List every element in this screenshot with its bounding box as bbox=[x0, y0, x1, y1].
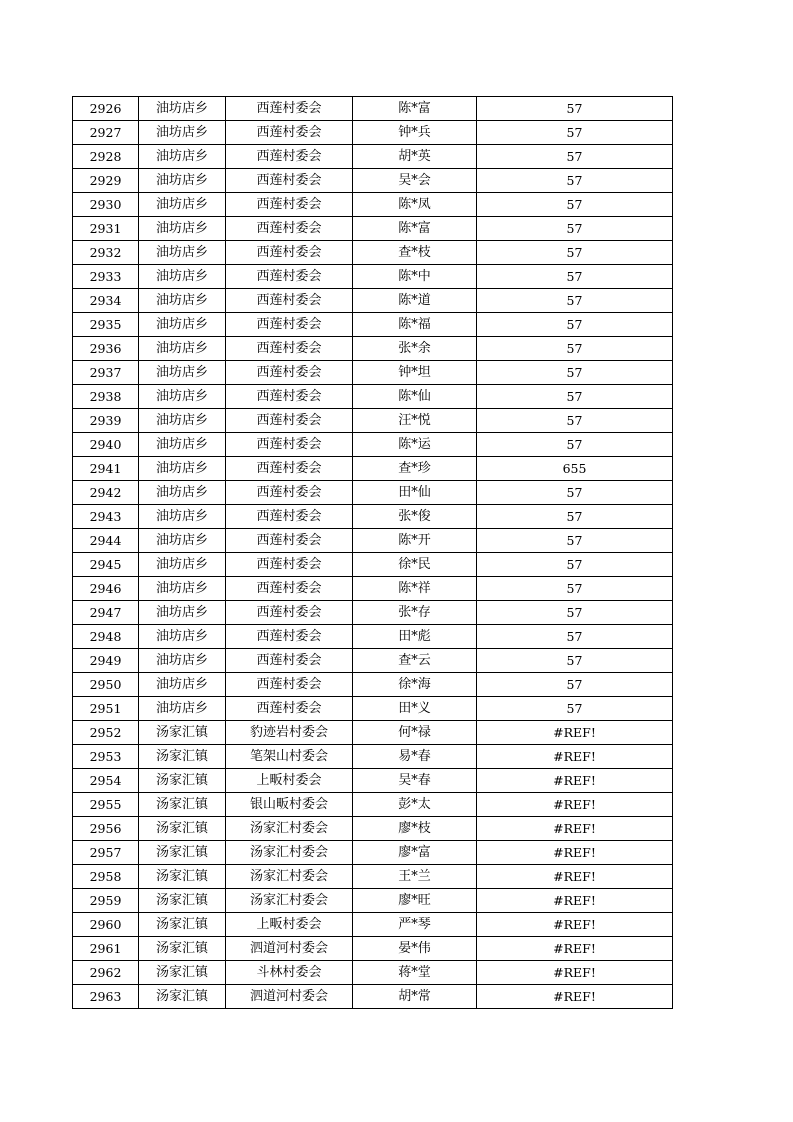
table-row bbox=[73, 769, 673, 793]
amount-cell: 57 bbox=[477, 529, 673, 553]
town-cell: 油坊店乡 bbox=[139, 289, 226, 313]
village-cell: 西莲村委会 bbox=[226, 553, 353, 577]
town-cell: 汤家汇镇 bbox=[139, 769, 226, 793]
town-cell: 油坊店乡 bbox=[139, 193, 226, 217]
row-number-cell: 2949 bbox=[73, 649, 139, 673]
town-cell: 油坊店乡 bbox=[139, 409, 226, 433]
name-cell: 王*兰 bbox=[353, 865, 477, 889]
amount-cell: 57 bbox=[477, 265, 673, 289]
village-cell: 西莲村委会 bbox=[226, 457, 353, 481]
row-number-cell: 2930 bbox=[73, 193, 139, 217]
amount-cell: #REF! bbox=[477, 937, 673, 961]
name-cell: 吴*会 bbox=[353, 169, 477, 193]
amount-cell: 57 bbox=[477, 241, 673, 265]
town-cell: 油坊店乡 bbox=[139, 169, 226, 193]
village-cell: 西莲村委会 bbox=[226, 337, 353, 361]
table-row bbox=[73, 145, 673, 169]
village-cell: 西莲村委会 bbox=[226, 673, 353, 697]
town-cell: 油坊店乡 bbox=[139, 481, 226, 505]
amount-cell: 57 bbox=[477, 553, 673, 577]
amount-cell: 57 bbox=[477, 577, 673, 601]
name-cell: 田*仙 bbox=[353, 481, 477, 505]
amount-cell: #REF! bbox=[477, 793, 673, 817]
town-cell: 汤家汇镇 bbox=[139, 793, 226, 817]
amount-cell: 57 bbox=[477, 169, 673, 193]
row-number-cell: 2938 bbox=[73, 385, 139, 409]
table-row bbox=[73, 961, 673, 985]
village-cell: 西莲村委会 bbox=[226, 97, 353, 121]
row-number-cell: 2953 bbox=[73, 745, 139, 769]
town-cell: 油坊店乡 bbox=[139, 673, 226, 697]
table-row bbox=[73, 697, 673, 721]
town-cell: 油坊店乡 bbox=[139, 217, 226, 241]
table-row bbox=[73, 985, 673, 1009]
village-cell: 汤家汇村委会 bbox=[226, 817, 353, 841]
row-number-cell: 2934 bbox=[73, 289, 139, 313]
table-row bbox=[73, 937, 673, 961]
table-row bbox=[73, 553, 673, 577]
table-row bbox=[73, 673, 673, 697]
name-cell: 查*珍 bbox=[353, 457, 477, 481]
table-row bbox=[73, 889, 673, 913]
amount-cell: 57 bbox=[477, 121, 673, 145]
amount-cell: #REF! bbox=[477, 985, 673, 1009]
village-cell: 上畈村委会 bbox=[226, 913, 353, 937]
row-number-cell: 2948 bbox=[73, 625, 139, 649]
village-cell: 汤家汇村委会 bbox=[226, 889, 353, 913]
village-cell: 西莲村委会 bbox=[226, 193, 353, 217]
row-number-cell: 2929 bbox=[73, 169, 139, 193]
name-cell: 张*余 bbox=[353, 337, 477, 361]
amount-cell: #REF! bbox=[477, 961, 673, 985]
row-number-cell: 2928 bbox=[73, 145, 139, 169]
town-cell: 油坊店乡 bbox=[139, 313, 226, 337]
table-row bbox=[73, 601, 673, 625]
row-number-cell: 2926 bbox=[73, 97, 139, 121]
village-cell: 西莲村委会 bbox=[226, 313, 353, 337]
name-cell: 徐*民 bbox=[353, 553, 477, 577]
amount-cell: #REF! bbox=[477, 889, 673, 913]
row-number-cell: 2932 bbox=[73, 241, 139, 265]
town-cell: 油坊店乡 bbox=[139, 337, 226, 361]
table-row bbox=[73, 817, 673, 841]
row-number-cell: 2947 bbox=[73, 601, 139, 625]
amount-cell: #REF! bbox=[477, 769, 673, 793]
name-cell: 晏*伟 bbox=[353, 937, 477, 961]
amount-cell: 57 bbox=[477, 337, 673, 361]
row-number-cell: 2954 bbox=[73, 769, 139, 793]
name-cell: 易*春 bbox=[353, 745, 477, 769]
name-cell: 陈*开 bbox=[353, 529, 477, 553]
name-cell: 陈*道 bbox=[353, 289, 477, 313]
table-row bbox=[73, 409, 673, 433]
town-cell: 汤家汇镇 bbox=[139, 985, 226, 1009]
amount-cell: 57 bbox=[477, 625, 673, 649]
table-row bbox=[73, 217, 673, 241]
row-number-cell: 2945 bbox=[73, 553, 139, 577]
name-cell: 陈*祥 bbox=[353, 577, 477, 601]
amount-cell: #REF! bbox=[477, 841, 673, 865]
table-row bbox=[73, 289, 673, 313]
row-number-cell: 2957 bbox=[73, 841, 139, 865]
table-row bbox=[73, 625, 673, 649]
row-number-cell: 2933 bbox=[73, 265, 139, 289]
name-cell: 彭*太 bbox=[353, 793, 477, 817]
village-cell: 西莲村委会 bbox=[226, 289, 353, 313]
town-cell: 汤家汇镇 bbox=[139, 721, 226, 745]
amount-cell: #REF! bbox=[477, 817, 673, 841]
village-cell: 西莲村委会 bbox=[226, 625, 353, 649]
table-row bbox=[73, 361, 673, 385]
row-number-cell: 2955 bbox=[73, 793, 139, 817]
village-cell: 西莲村委会 bbox=[226, 649, 353, 673]
village-cell: 西莲村委会 bbox=[226, 169, 353, 193]
village-cell: 泗道河村委会 bbox=[226, 985, 353, 1009]
village-cell: 汤家汇村委会 bbox=[226, 865, 353, 889]
town-cell: 油坊店乡 bbox=[139, 697, 226, 721]
town-cell: 汤家汇镇 bbox=[139, 745, 226, 769]
town-cell: 油坊店乡 bbox=[139, 577, 226, 601]
row-number-cell: 2958 bbox=[73, 865, 139, 889]
town-cell: 油坊店乡 bbox=[139, 361, 226, 385]
town-cell: 油坊店乡 bbox=[139, 649, 226, 673]
name-cell: 陈*中 bbox=[353, 265, 477, 289]
row-number-cell: 2962 bbox=[73, 961, 139, 985]
amount-cell: 57 bbox=[477, 697, 673, 721]
row-number-cell: 2963 bbox=[73, 985, 139, 1009]
table-row bbox=[73, 865, 673, 889]
amount-cell: 57 bbox=[477, 193, 673, 217]
amount-cell: 57 bbox=[477, 409, 673, 433]
name-cell: 陈*仙 bbox=[353, 385, 477, 409]
name-cell: 陈*福 bbox=[353, 313, 477, 337]
amount-cell: 57 bbox=[477, 433, 673, 457]
table-row bbox=[73, 193, 673, 217]
name-cell: 查*云 bbox=[353, 649, 477, 673]
village-cell: 汤家汇村委会 bbox=[226, 841, 353, 865]
village-cell: 银山畈村委会 bbox=[226, 793, 353, 817]
amount-cell: 57 bbox=[477, 289, 673, 313]
name-cell: 钟*坦 bbox=[353, 361, 477, 385]
table-body bbox=[73, 97, 673, 1009]
name-cell: 吴*春 bbox=[353, 769, 477, 793]
village-cell: 西莲村委会 bbox=[226, 697, 353, 721]
town-cell: 油坊店乡 bbox=[139, 553, 226, 577]
name-cell: 胡*英 bbox=[353, 145, 477, 169]
name-cell: 何*禄 bbox=[353, 721, 477, 745]
village-cell: 西莲村委会 bbox=[226, 145, 353, 169]
row-number-cell: 2943 bbox=[73, 505, 139, 529]
name-cell: 张*俊 bbox=[353, 505, 477, 529]
name-cell: 严*琴 bbox=[353, 913, 477, 937]
village-cell: 西莲村委会 bbox=[226, 121, 353, 145]
name-cell: 查*枝 bbox=[353, 241, 477, 265]
row-number-cell: 2942 bbox=[73, 481, 139, 505]
name-cell: 蒋*堂 bbox=[353, 961, 477, 985]
village-cell: 西莲村委会 bbox=[226, 241, 353, 265]
table-row bbox=[73, 313, 673, 337]
village-cell: 笔架山村委会 bbox=[226, 745, 353, 769]
data-table bbox=[72, 96, 673, 1009]
row-number-cell: 2941 bbox=[73, 457, 139, 481]
table-row bbox=[73, 913, 673, 937]
name-cell: 廖*枝 bbox=[353, 817, 477, 841]
row-number-cell: 2931 bbox=[73, 217, 139, 241]
table-row bbox=[73, 505, 673, 529]
name-cell: 廖*旺 bbox=[353, 889, 477, 913]
name-cell: 陈*富 bbox=[353, 97, 477, 121]
amount-cell: 57 bbox=[477, 481, 673, 505]
amount-cell: 57 bbox=[477, 97, 673, 121]
row-number-cell: 2946 bbox=[73, 577, 139, 601]
table-row bbox=[73, 721, 673, 745]
village-cell: 西莲村委会 bbox=[226, 217, 353, 241]
table-row bbox=[73, 577, 673, 601]
village-cell: 西莲村委会 bbox=[226, 361, 353, 385]
name-cell: 张*存 bbox=[353, 601, 477, 625]
name-cell: 胡*常 bbox=[353, 985, 477, 1009]
table-row bbox=[73, 649, 673, 673]
amount-cell: #REF! bbox=[477, 913, 673, 937]
row-number-cell: 2939 bbox=[73, 409, 139, 433]
row-number-cell: 2950 bbox=[73, 673, 139, 697]
town-cell: 汤家汇镇 bbox=[139, 841, 226, 865]
town-cell: 油坊店乡 bbox=[139, 145, 226, 169]
amount-cell: 57 bbox=[477, 145, 673, 169]
town-cell: 汤家汇镇 bbox=[139, 961, 226, 985]
table-row bbox=[73, 169, 673, 193]
row-number-cell: 2961 bbox=[73, 937, 139, 961]
name-cell: 田*义 bbox=[353, 697, 477, 721]
name-cell: 田*彪 bbox=[353, 625, 477, 649]
village-cell: 泗道河村委会 bbox=[226, 937, 353, 961]
row-number-cell: 2951 bbox=[73, 697, 139, 721]
name-cell: 陈*运 bbox=[353, 433, 477, 457]
town-cell: 油坊店乡 bbox=[139, 529, 226, 553]
village-cell: 斗林村委会 bbox=[226, 961, 353, 985]
village-cell: 西莲村委会 bbox=[226, 601, 353, 625]
amount-cell: #REF! bbox=[477, 721, 673, 745]
town-cell: 汤家汇镇 bbox=[139, 817, 226, 841]
town-cell: 油坊店乡 bbox=[139, 601, 226, 625]
village-cell: 西莲村委会 bbox=[226, 433, 353, 457]
table-row bbox=[73, 121, 673, 145]
amount-cell: 57 bbox=[477, 673, 673, 697]
town-cell: 油坊店乡 bbox=[139, 457, 226, 481]
amount-cell: #REF! bbox=[477, 745, 673, 769]
table-row bbox=[73, 241, 673, 265]
table-row bbox=[73, 841, 673, 865]
name-cell: 廖*富 bbox=[353, 841, 477, 865]
town-cell: 汤家汇镇 bbox=[139, 865, 226, 889]
table-row bbox=[73, 433, 673, 457]
town-cell: 油坊店乡 bbox=[139, 385, 226, 409]
village-cell: 西莲村委会 bbox=[226, 481, 353, 505]
town-cell: 油坊店乡 bbox=[139, 97, 226, 121]
table-row bbox=[73, 265, 673, 289]
row-number-cell: 2937 bbox=[73, 361, 139, 385]
name-cell: 徐*海 bbox=[353, 673, 477, 697]
village-cell: 豹迹岩村委会 bbox=[226, 721, 353, 745]
amount-cell: 57 bbox=[477, 361, 673, 385]
table-row bbox=[73, 481, 673, 505]
name-cell: 陈*凤 bbox=[353, 193, 477, 217]
amount-cell: #REF! bbox=[477, 865, 673, 889]
row-number-cell: 2944 bbox=[73, 529, 139, 553]
village-cell: 西莲村委会 bbox=[226, 409, 353, 433]
row-number-cell: 2960 bbox=[73, 913, 139, 937]
town-cell: 油坊店乡 bbox=[139, 433, 226, 457]
amount-cell: 57 bbox=[477, 313, 673, 337]
amount-cell: 655 bbox=[477, 457, 673, 481]
table-row bbox=[73, 385, 673, 409]
amount-cell: 57 bbox=[477, 601, 673, 625]
row-number-cell: 2936 bbox=[73, 337, 139, 361]
town-cell: 油坊店乡 bbox=[139, 265, 226, 289]
town-cell: 油坊店乡 bbox=[139, 241, 226, 265]
row-number-cell: 2956 bbox=[73, 817, 139, 841]
table-row bbox=[73, 793, 673, 817]
town-cell: 油坊店乡 bbox=[139, 625, 226, 649]
amount-cell: 57 bbox=[477, 385, 673, 409]
town-cell: 汤家汇镇 bbox=[139, 889, 226, 913]
table-row bbox=[73, 529, 673, 553]
name-cell: 汪*悦 bbox=[353, 409, 477, 433]
amount-cell: 57 bbox=[477, 649, 673, 673]
village-cell: 西莲村委会 bbox=[226, 505, 353, 529]
village-cell: 西莲村委会 bbox=[226, 385, 353, 409]
row-number-cell: 2959 bbox=[73, 889, 139, 913]
name-cell: 钟*兵 bbox=[353, 121, 477, 145]
row-number-cell: 2952 bbox=[73, 721, 139, 745]
amount-cell: 57 bbox=[477, 217, 673, 241]
village-cell: 西莲村委会 bbox=[226, 265, 353, 289]
town-cell: 汤家汇镇 bbox=[139, 937, 226, 961]
town-cell: 油坊店乡 bbox=[139, 505, 226, 529]
table-row bbox=[73, 745, 673, 769]
village-cell: 西莲村委会 bbox=[226, 577, 353, 601]
name-cell: 陈*富 bbox=[353, 217, 477, 241]
table-row bbox=[73, 97, 673, 121]
village-cell: 西莲村委会 bbox=[226, 529, 353, 553]
town-cell: 油坊店乡 bbox=[139, 121, 226, 145]
table-row bbox=[73, 337, 673, 361]
row-number-cell: 2940 bbox=[73, 433, 139, 457]
village-cell: 上畈村委会 bbox=[226, 769, 353, 793]
amount-cell: 57 bbox=[477, 505, 673, 529]
table-row bbox=[73, 457, 673, 481]
town-cell: 汤家汇镇 bbox=[139, 913, 226, 937]
row-number-cell: 2935 bbox=[73, 313, 139, 337]
row-number-cell: 2927 bbox=[73, 121, 139, 145]
